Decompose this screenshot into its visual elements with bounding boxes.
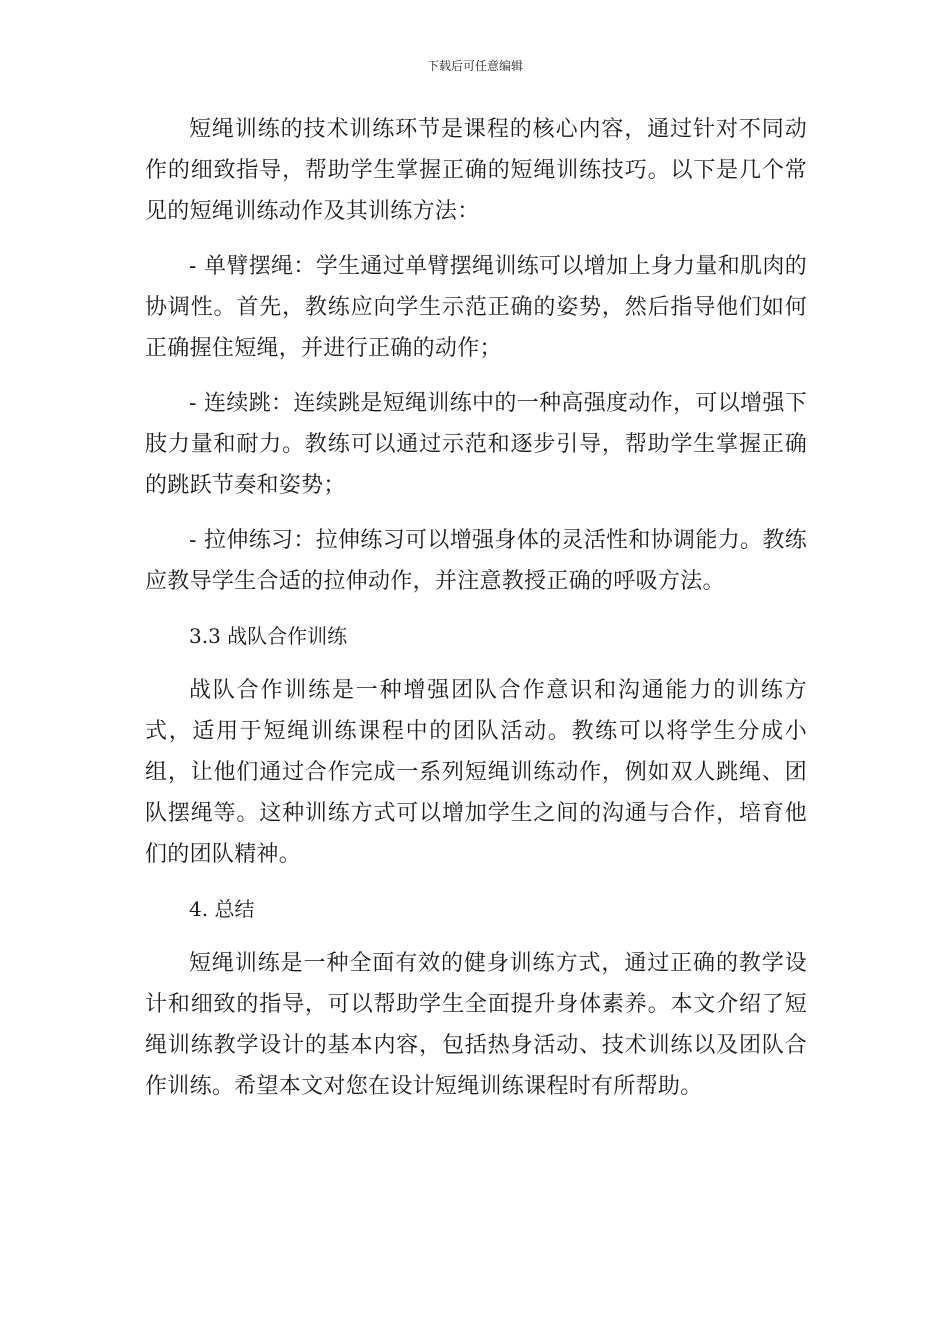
paragraph-single-arm-swing: - 单臂摆绳：学生通过单臂摆绳训练可以增加上身力量和肌肉的协调性。首先，教练应向学生示范正确的姿势，然后指导他们如何正确握住短绳，并进行正确的动作； bbox=[145, 254, 807, 361]
document-body bbox=[145, 109, 807, 1121]
paragraph-continuous-jump: - 连续跳：连续跳是短绳训练中的一种高强度动作，可以增强下肢力量和耐力。教练可以通过示范和逐步引导，帮助学生掌握正确的跳跃节奏和姿势； bbox=[145, 391, 807, 498]
section-heading-summary: 4. 总结 bbox=[189, 897, 255, 921]
paragraph-technique-intro: 短绳训练的技术训练环节是课程的核心内容，通过针对不同动作的细致指导，帮助学生掌握正确的短绳训练技巧。以下是几个常见的短绳训练动作及其训练方法： bbox=[145, 117, 807, 224]
paragraph-team-training: 战队合作训练是一种增强团队合作意识和沟通能力的训练方式，适用于短绳训练课程中的团队活动。教练可以将学生分成小组，让他们通过合作完成一系列短绳训练动作，例如双人跳绳、团队摆绳等。这种训练方式可以增加学生之间的沟通与合作，培育他们的团队精神。 bbox=[145, 678, 807, 867]
section-heading-team-training: 3.3 战队合作训练 bbox=[189, 624, 348, 648]
paragraph-stretching: - 拉伸练习：拉伸练习可以增强身体的灵活性和协调能力。教练应教导学生合适的拉伸动作，并注意教授正确的呼吸方法。 bbox=[145, 528, 807, 594]
paragraph-summary: 短绳训练是一种全面有效的健身训练方式，通过正确的教学设计和细致的指导，可以帮助学生全面提升身体素养。本文介绍了短绳训练教学设计的基本内容，包括热身活动、技术训练以及团队合作训练。希望本文对您在设计短绳训练课程时有所帮助。 bbox=[145, 951, 807, 1099]
header-note: 下载后可任意编辑 bbox=[426, 59, 523, 73]
